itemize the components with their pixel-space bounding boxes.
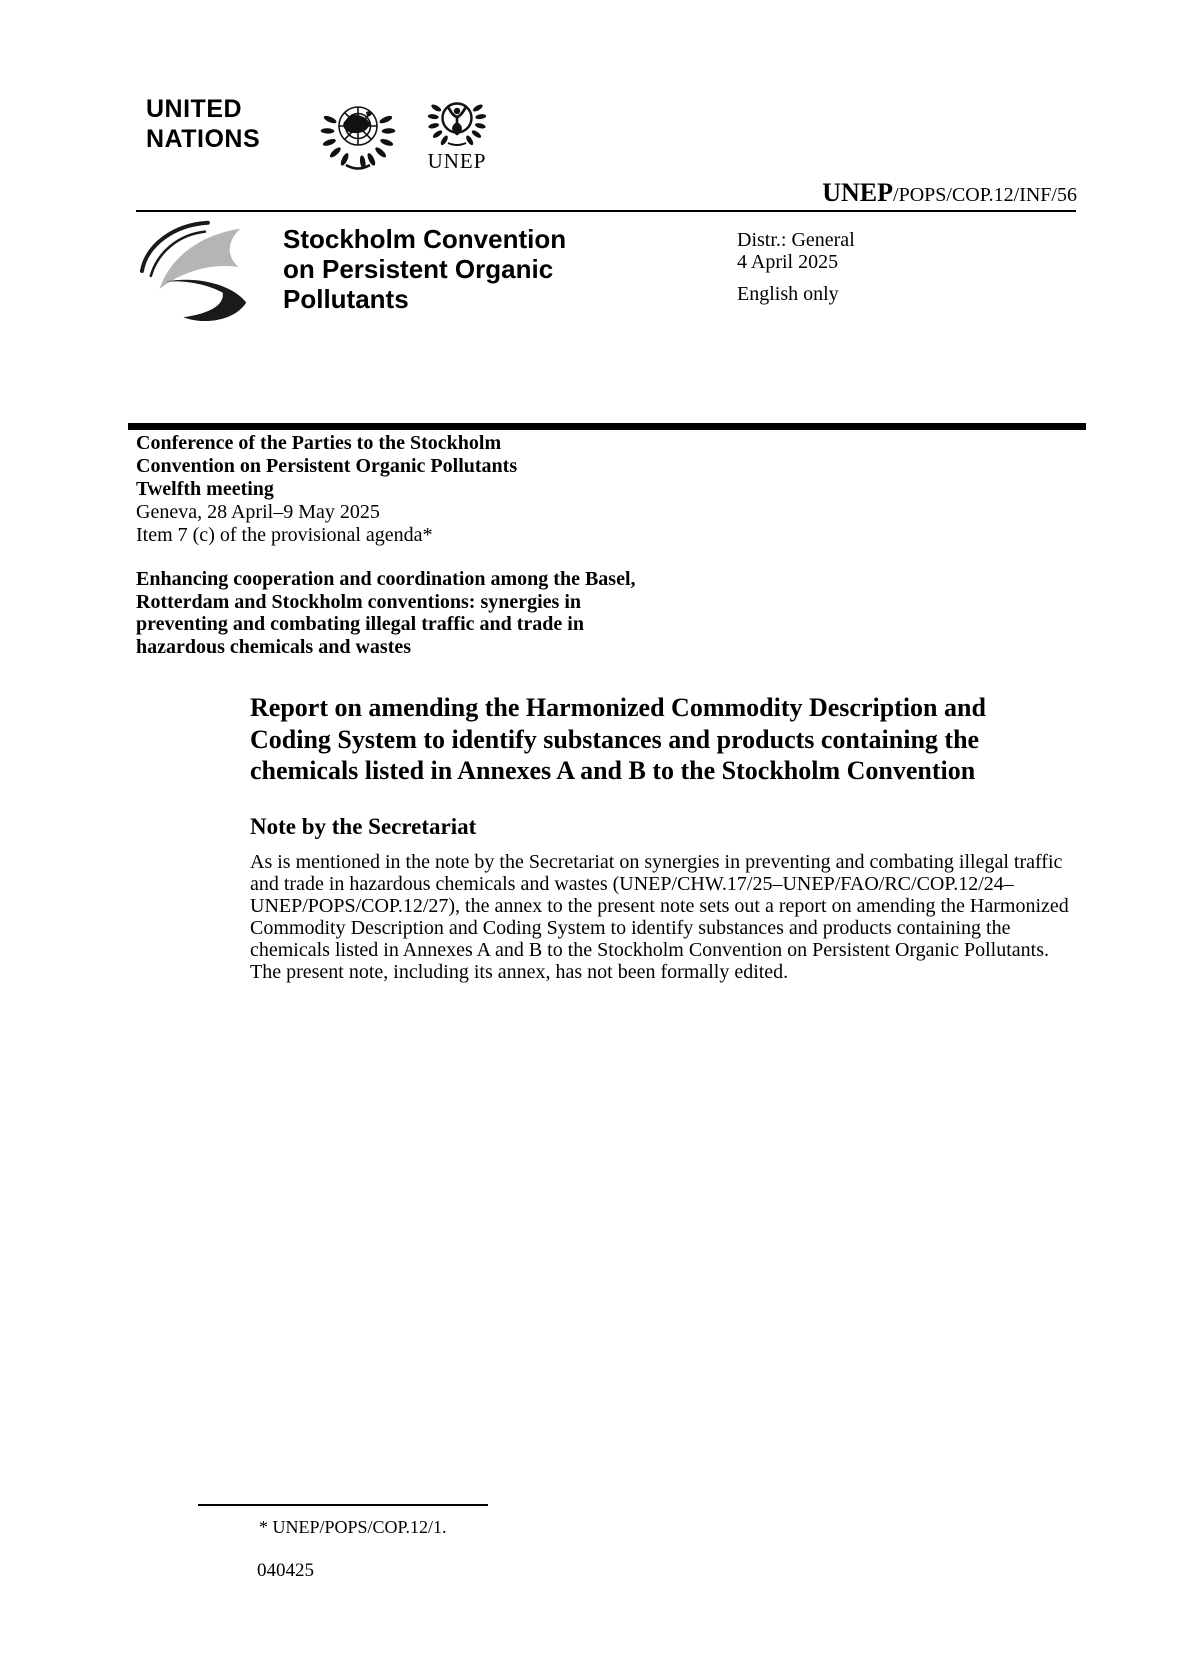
unep-emblem-icon [418,90,496,172]
agenda-subject-block [136,568,636,658]
org-name-line: UNITED [146,95,243,123]
agenda-subject-line: preventing and combating illegal traffic and trade in [136,613,584,635]
agenda-subject-line: Enhancing cooperation and coordination among the Basel, [136,568,636,590]
header-rule [136,210,1076,212]
session-meeting: Twelfth meeting [136,478,274,500]
session-body-line: Convention on Persistent Organic Pollutants [136,455,518,477]
agenda-subject-line: Rotterdam and Stockholm conventions: synergies in [136,590,582,613]
convention-name-line: Pollutants [283,284,409,314]
document-title [250,692,986,787]
distribution-block [737,229,855,273]
job-number: 040425 [257,1560,314,1581]
document-title-line: Coding System to identify substances and products containing the [250,724,980,754]
convention-name-line: Stockholm Convention [283,224,567,254]
convention-name [283,224,566,314]
stockholm-convention-logo-icon [137,219,265,326]
document-title-line: chemicals listed in Annexes A and B to the Stockholm Convention [250,756,976,785]
org-name [146,94,260,154]
session-agenda-item: Item 7 (c) of the provisional agenda* [136,524,433,546]
document-title-line: Report on amending the Harmonized Commodity Description and [250,693,986,722]
unep-emblem-caption: UNEP [427,149,487,173]
agenda-subject-line: hazardous chemicals and wastes [136,635,412,658]
session-venue: Geneva, 28 April–9 May 2025 [136,501,380,523]
section-divider-bar [128,423,1086,430]
footnote-rule [198,1504,488,1506]
footnote-text: * UNEP/POPS/COP.12/1. [259,1517,447,1537]
distribution-line: Distr.: General [737,229,855,251]
note-heading: Note by the Secretariat [250,814,477,839]
date-line: 4 April 2025 [737,251,839,273]
document-symbol-org: UNEP [822,178,894,207]
language-line: English only [737,283,839,305]
un-emblem-icon [314,92,402,177]
session-block [136,432,517,547]
document-symbol-number: /POPS/COP.12/INF/56 [893,184,1077,206]
convention-name-line: on Persistent Organic [283,254,554,284]
org-name-line: NATIONS [146,125,261,153]
document-symbol [822,178,1077,208]
body-paragraph: As is mentioned in the note by the Secretariat on synergies in preventing and combating illegal traffic and trade in hazardous chemicals and wastes (UNEP/CHW.17/25–UNEP/FAO/RC/COP.12/24–UNEP/POPS/COP.12/27), the annex to the present note sets out a report on amending the Harmonized Commodity Description and Coding System to identify substances and products containing the chemicals listed in Annexes A and B to the Stockholm Convention on Persistent Organic Pollutants. The present note, including its annex, has not been formally edited. [250,851,1069,983]
session-body-line: Conference of the Parties to the Stockholm [136,432,502,454]
